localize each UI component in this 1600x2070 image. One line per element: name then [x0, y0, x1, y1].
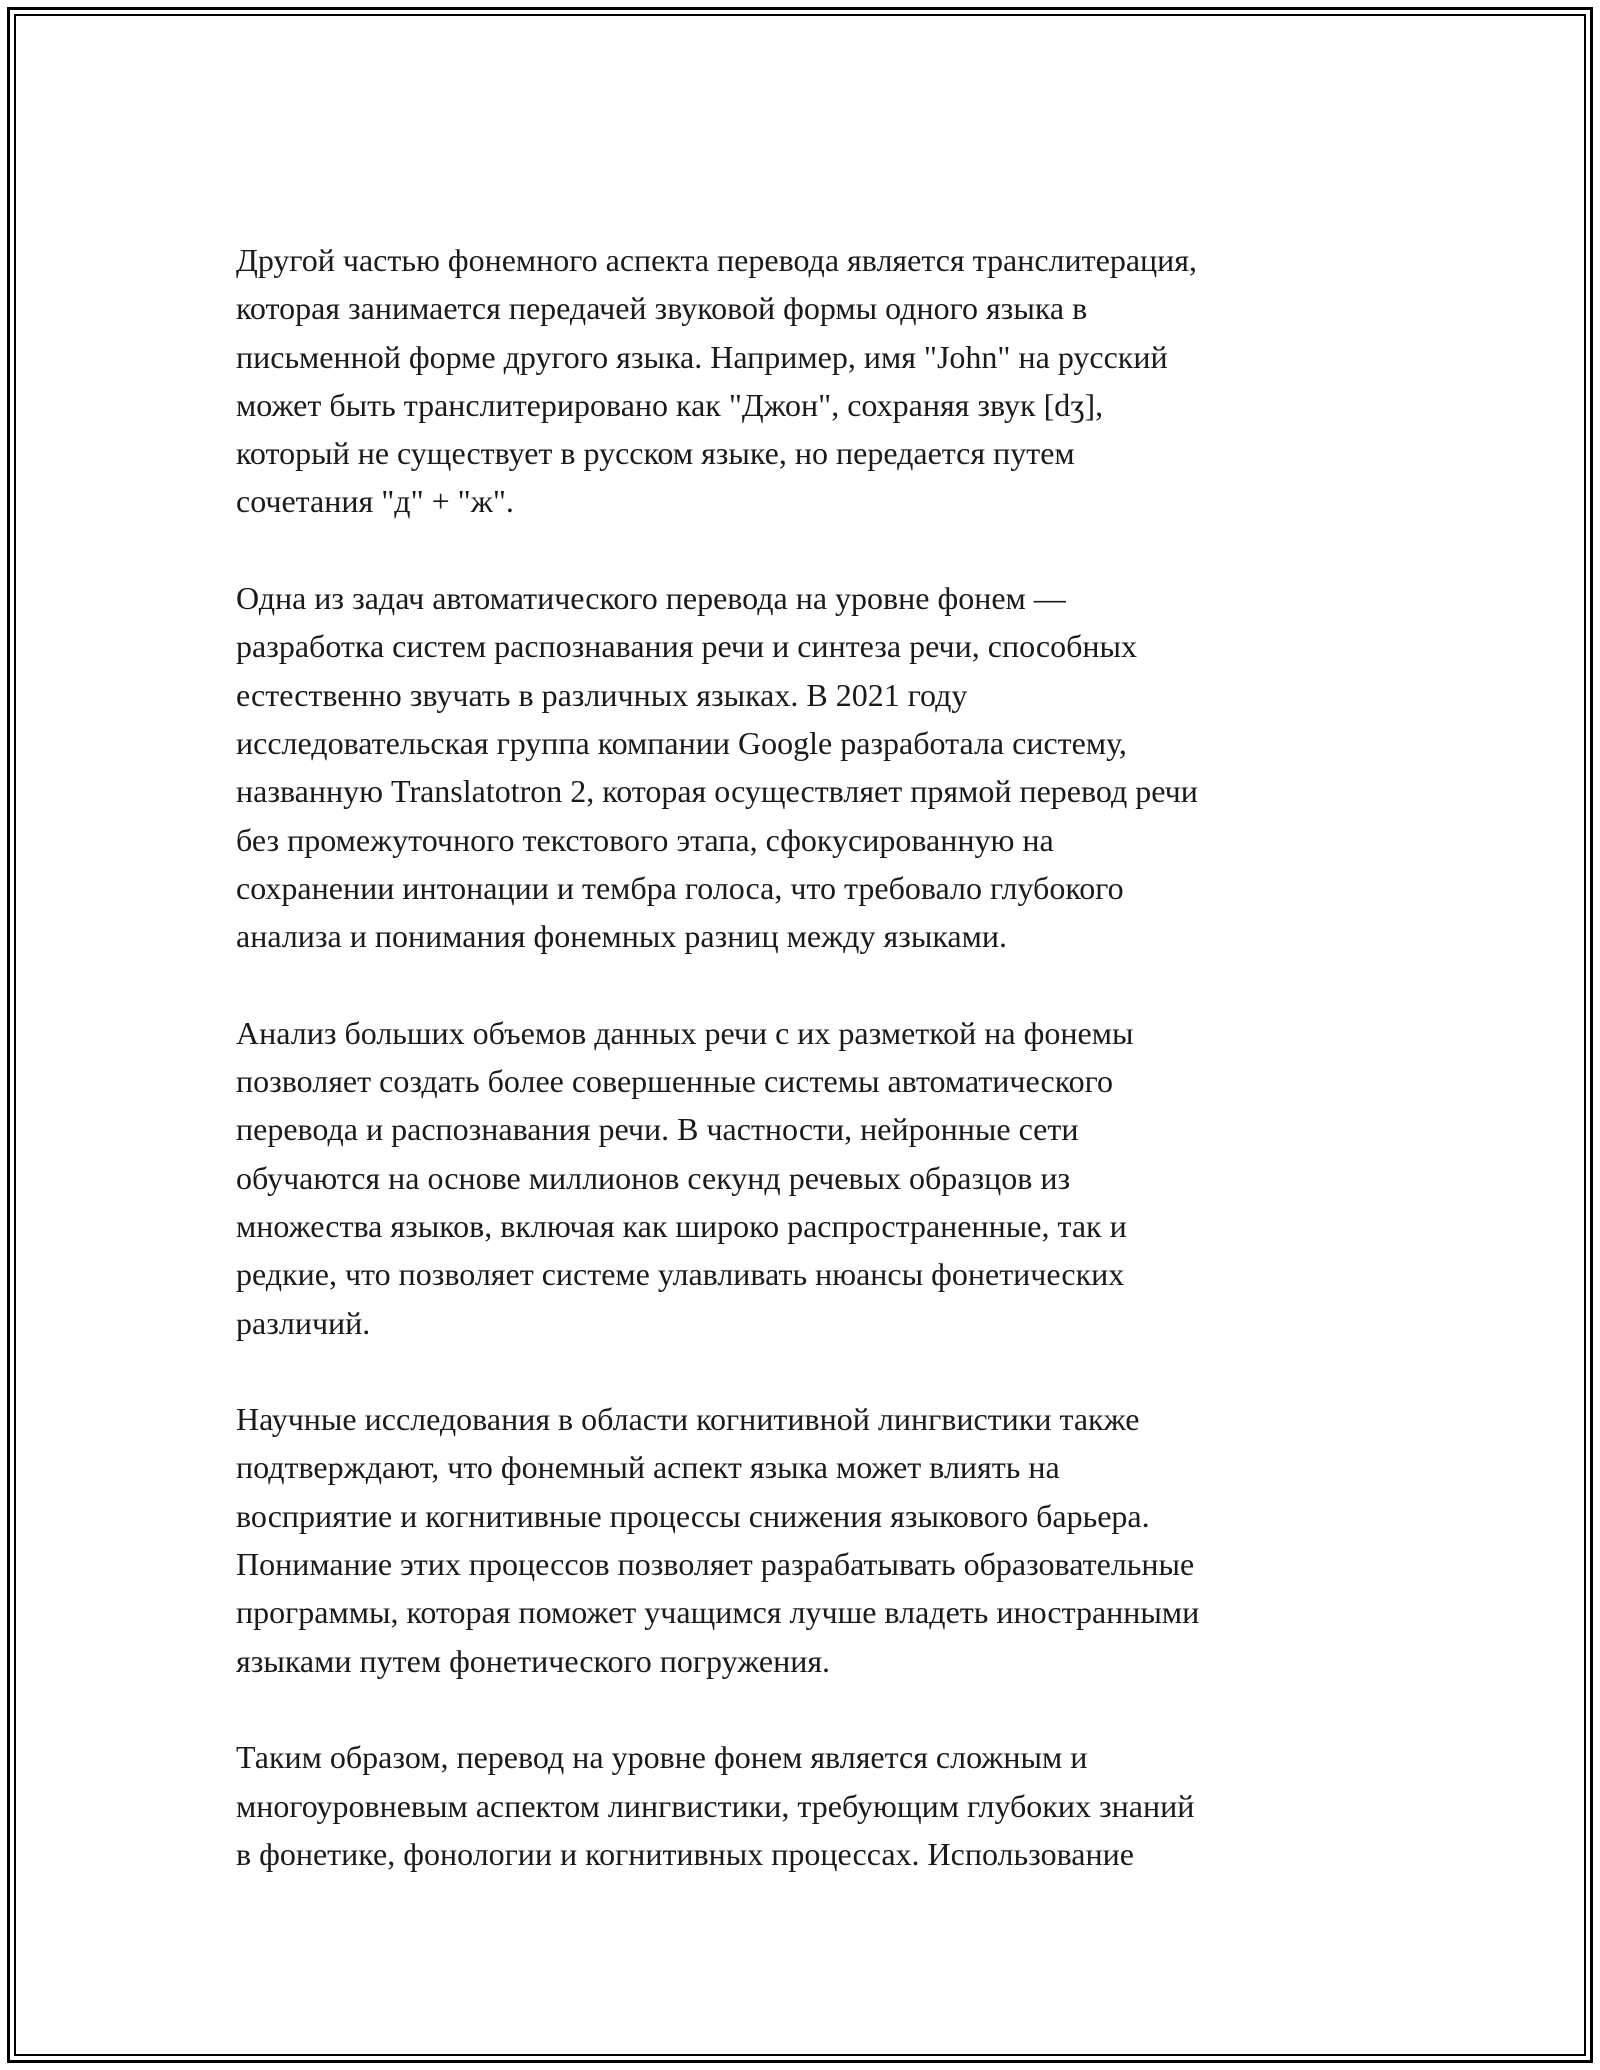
text-line: без промежуточного текстового этапа, сфокусированную на	[236, 821, 1054, 858]
paragraph-conclusion	[236, 1733, 1376, 1878]
paragraph-transliteration	[236, 236, 1376, 526]
text-line: редкие, что позволяет системе улавливать нюансы фонетических	[236, 1256, 1125, 1293]
document-body	[236, 236, 1376, 1926]
text-line: разработка систем распознавания речи и синтеза речи, способных	[236, 628, 1137, 665]
paragraph-automatic-translation	[236, 574, 1376, 960]
text-line: исследовательская группа компании Google разработала систему,	[236, 724, 1127, 761]
text-line: Другой частью фонемного аспекта перевода является транслитерация,	[236, 242, 1197, 278]
text-line: языками путем фонетического погружения.	[236, 1642, 831, 1679]
text-line: анализа и понимания фонемных разниц между языками.	[236, 918, 1007, 955]
text-line: Таким образом, перевод на уровне фонем является сложным и	[236, 1739, 1088, 1776]
text-line: письменной форме другого языка. Например, имя "John" на русский	[236, 338, 1168, 375]
text-line: естественно звучать в различных языках. В 2021 году	[236, 676, 968, 713]
text-line: может быть транслитерировано как "Джон", сохраняя звук [dʒ],	[236, 386, 1104, 423]
text-line: сочетания "д" + "ж".	[236, 483, 514, 520]
text-line: сохранении интонации и тембра голоса, что требовало глубокого	[236, 869, 1124, 906]
paragraph-speech-data-analysis	[236, 1009, 1376, 1347]
text-line: в фонетике, фонологии и когнитивных процессах. Использование	[236, 1835, 1134, 1872]
text-line: различий.	[236, 1304, 371, 1341]
text-line: Научные исследования в области когнитивной лингвистики также	[236, 1401, 1140, 1438]
text-line: Одна из задач автоматического перевода на уровне фонем —	[236, 580, 1066, 617]
text-line: названную Translatotron 2, которая осуществляет прямой перевод речи	[236, 773, 1198, 810]
text-line: которая занимается передачей звуковой формы одного языка в	[236, 290, 1088, 327]
text-line: Анализ больших объемов данных речи с их разметкой на фонемы	[236, 1014, 1134, 1051]
text-line: многоуровневым аспектом лингвистики, требующим глубоких знаний	[236, 1787, 1195, 1824]
text-line: Понимание этих процессов позволяет разрабатывать образовательные	[236, 1546, 1195, 1583]
text-line: подтверждают, что фонемный аспект языка может влиять на	[236, 1449, 1060, 1486]
text-line: программы, которая поможет учащимся лучше владеть иностранными	[236, 1594, 1200, 1631]
text-line: обучаются на основе миллионов секунд речевых образцов из	[236, 1159, 1071, 1196]
text-line: перевода и распознавания речи. В частности, нейронные сети	[236, 1111, 1079, 1148]
text-line: множества языков, включая как широко распространенные, так и	[236, 1207, 1127, 1244]
text-line: восприятие и когнитивные процессы снижения языкового барьера.	[236, 1497, 1150, 1534]
text-line: который не существует в русском языке, но передается путем	[236, 435, 1075, 472]
text-line: позволяет создать более совершенные системы автоматического	[236, 1063, 1113, 1100]
paragraph-cognitive-linguistics	[236, 1395, 1376, 1685]
